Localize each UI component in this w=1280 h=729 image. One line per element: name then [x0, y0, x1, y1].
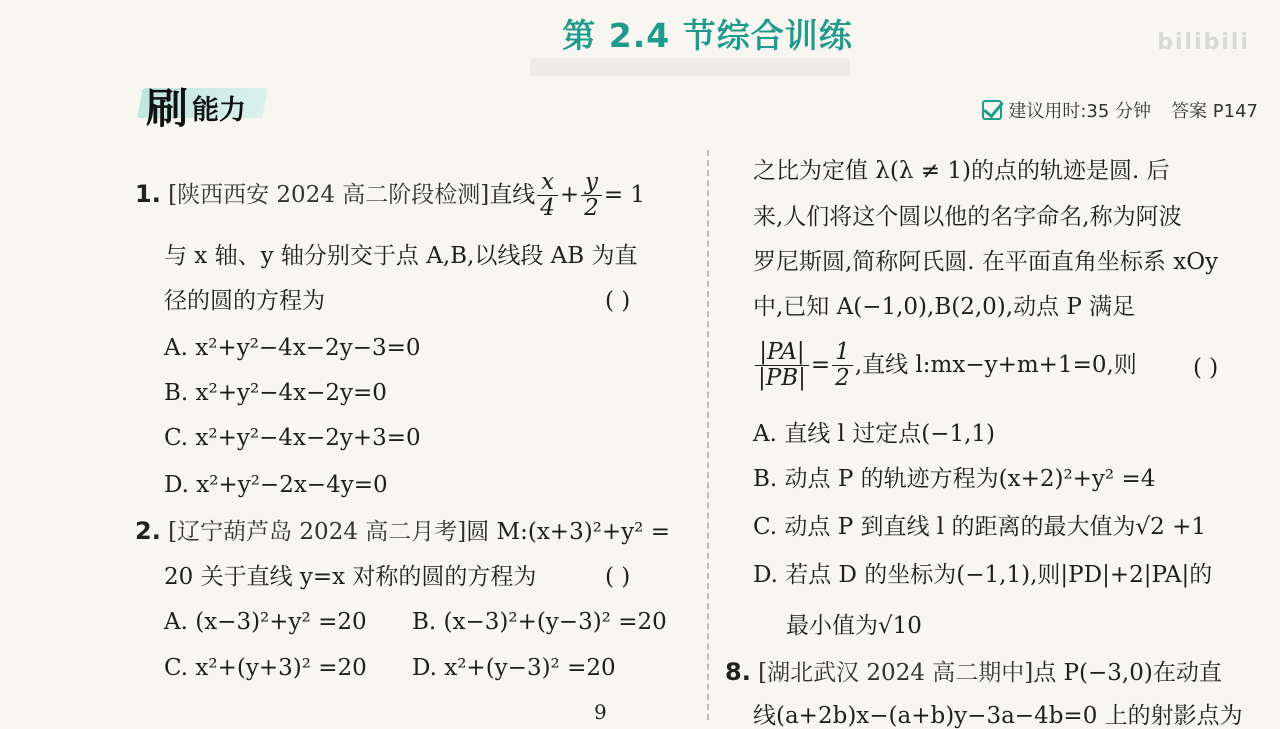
timing-info [982, 97, 1258, 123]
section-title: 第 2.4 节综合训练 [562, 16, 853, 55]
q2-option-c: C. x²+(y+3)² =20 [164, 655, 367, 681]
checkmark-icon [982, 100, 1002, 120]
q1-stem-text: 直线 [489, 181, 536, 208]
q1-option-a: A. x²+y²−4x−2y−3=0 [164, 335, 421, 361]
brand-badge [140, 72, 270, 132]
q1-frac-x4: $\frac{x}{4}$ [537, 170, 558, 222]
q2-stem-text: 圆 M:(x+3)²+y² = [466, 519, 670, 545]
q7-option-b: B. 动点 P 的轨迹方程为(x+2)²+y² =4 [753, 466, 1156, 492]
q1-frac-y2: $\frac{y}{2}$ [581, 170, 602, 222]
q7-continued-line3: 罗尼斯圆,简称阿氏圆. 在平面直角坐标系 xOy [753, 249, 1219, 275]
q8-number: 8. [725, 658, 751, 686]
q8-tag: [湖北武汉 2024 高二期中] [758, 660, 1034, 686]
q1-number: 1. [135, 179, 161, 208]
q2-line2: 20 关于直线 y=x 对称的圆的方程为 [164, 564, 537, 590]
q7-continued-line2: 来,人们将这个圆以他的名字命名,称为阿波 [753, 204, 1182, 230]
q7-option-c: C. 动点 P 到直线 l 的距离的最大值为√2 +1 [753, 514, 1206, 540]
q7-answer-paren: ( ) [1193, 355, 1219, 381]
q2-stem [135, 519, 670, 544]
q7-continued-line4: 中,已知 A(−1,0),B(2,0),动点 P 满足 [753, 294, 1136, 320]
q7-continued-line1: 之比为定值 λ(λ ≠ 1)的点的轨迹是圆. 后 [753, 158, 1170, 184]
q1-answer-paren: ( ) [605, 288, 631, 314]
q7-ratio-frac: $\frac{|PA|}{|PB|}$ [755, 340, 809, 392]
column-divider [707, 150, 709, 720]
faded-banner [530, 58, 850, 76]
q7-condition-line: $\frac{|PA|}{|PB|}$ = $\frac{1}{2}$ ,直线 l:mx−y+m+1=0,则 [753, 340, 1137, 392]
q7-option-a: A. 直线 l 过定点(−1,1) [753, 421, 996, 447]
q8-stem [725, 660, 1222, 685]
brand-small-text: 能力 [192, 95, 246, 126]
q1-line3: 径的圆的方程为 [164, 288, 325, 314]
answer-page: 答案 P147 [1171, 101, 1258, 122]
q7-option-d: D. 若点 D 的坐标为(−1,1),则|PD|+2|PA|的 [753, 562, 1213, 588]
suggested-time: 建议用时:35 分钟 [1008, 101, 1152, 122]
brand-big-char: 刷 [146, 84, 189, 133]
q1-tag: [陕西西安 2024 高二阶段检测] [168, 181, 490, 208]
q8-stem-text: 点 P(−3,0)在动直 [1033, 660, 1222, 686]
q1-stem: 1. [陕西西安 2024 高二阶段检测]直线 $\frac{x}{4}$ + $\frac{y}{2}$ = 1 [135, 169, 646, 222]
q1-option-b: B. x²+y²−4x−2y=0 [164, 380, 387, 406]
q1-line2: 与 x 轴、y 轴分别交于点 A,B,以线段 AB 为直 [164, 243, 638, 269]
cut-off-text: 9 [594, 700, 607, 724]
q2-option-a: A. (x−3)²+y² =20 [164, 609, 367, 635]
q2-option-d: D. x²+(y−3)² =20 [412, 655, 616, 681]
q2-option-b: B. (x−3)²+(y−3)² =20 [412, 609, 667, 635]
q2-number: 2. [135, 517, 161, 545]
q1-option-d: D. x²+y²−2x−4y=0 [164, 472, 388, 498]
q7-option-d-line2: 最小值为√10 [786, 613, 922, 639]
bilibili-watermark: bilibili [1157, 30, 1250, 55]
q1-option-c: C. x²+y²−4x−2y+3=0 [164, 425, 421, 451]
q8-line2: 线(a+2b)x−(a+b)y−3a−4b=0 上的射影点为 [753, 703, 1243, 729]
q2-tag: [辽宁葫芦岛 2024 高二月考] [168, 519, 467, 545]
q2-answer-paren: ( ) [605, 564, 631, 590]
q7-half-frac: $\frac{1}{2}$ [832, 340, 853, 392]
